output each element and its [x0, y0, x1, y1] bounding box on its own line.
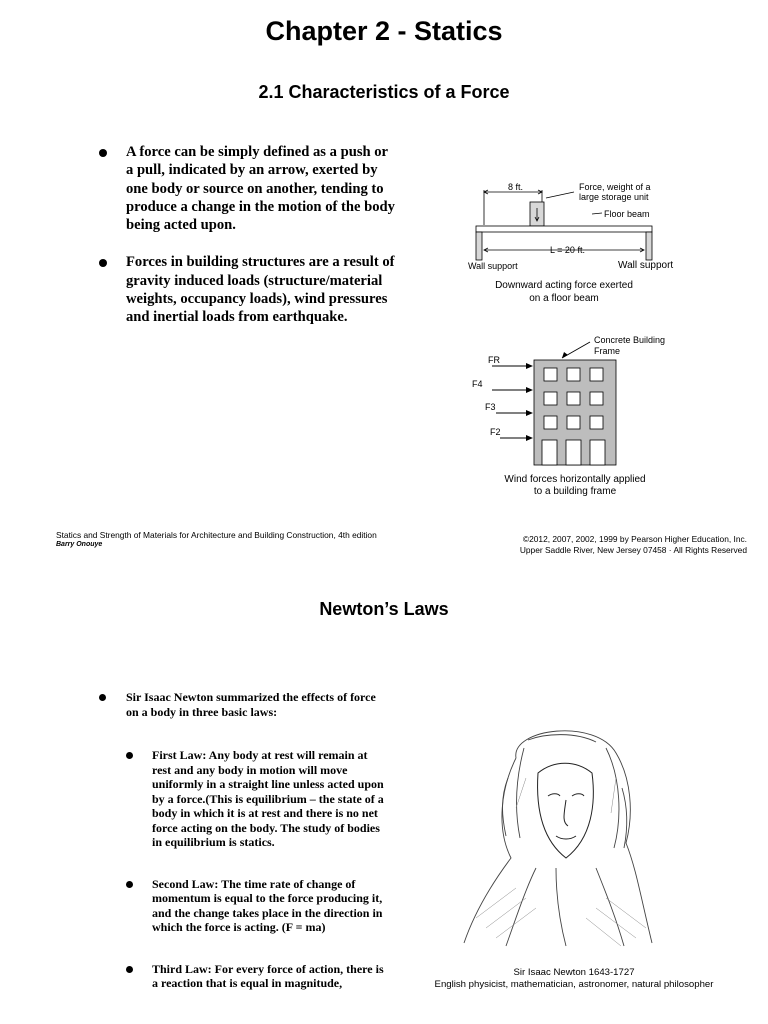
dimension-8ft: 8 ft. — [508, 182, 524, 192]
beam-caption: Downward acting force exerted — [495, 280, 633, 291]
portrait-caption — [400, 967, 748, 990]
bullet-icon — [99, 694, 106, 701]
floor-beam-figure — [462, 180, 692, 310]
wall-support-right-label: Wall support — [618, 260, 674, 271]
force-fr-label: FR — [488, 355, 500, 365]
newton-portrait — [456, 718, 662, 948]
bullet-icon — [126, 752, 133, 759]
force-label: large storage unit — [579, 192, 649, 202]
building-caption: to a building frame — [533, 486, 617, 497]
section-title: 2.1 Characteristics of a Force — [258, 82, 510, 102]
book-credit — [56, 530, 386, 550]
copyright-notice — [490, 534, 747, 556]
force-bullet-list — [126, 143, 396, 346]
building-frame-figure — [466, 330, 686, 500]
force-label: Force, weight of a — [579, 182, 651, 192]
copyright-line: Upper Saddle River, New Jersey 07458 · All Rights Reserved — [519, 545, 747, 555]
book-title: Statics and Strength of Materials for Architecture and Building Construction, 4th edition — [56, 530, 377, 540]
span-label: L = 20 ft. — [550, 245, 585, 255]
building-caption: Wind forces horizontally applied — [504, 474, 646, 485]
portrait-caption-description: English physicist, mathematician, astronomer, natural philosopher — [434, 978, 714, 990]
book-author: Barry Onouye — [56, 541, 103, 548]
portrait-caption-name: Sir Isaac Newton 1643-1727 — [513, 967, 635, 978]
bullet-icon — [99, 149, 107, 157]
chapter-title: Chapter 2 - Statics — [265, 16, 503, 46]
force-f2-label: F2 — [490, 427, 501, 437]
list-item: First Law: Any body at rest will remain at rest and any body in motion will move uniformly in a straight line unless acted upon by a force.(This is equilibrium – the state of a body in which it is at rest and there is no net force acting on the body. The study of bodies in equilibrium is statics. — [152, 748, 388, 850]
bullet-icon — [126, 881, 133, 888]
newton-laws-list — [152, 748, 388, 1018]
list-item: A force can be simply defined as a push or a pull, indicated by an arrow, exerted by one body or source on another, tending to produce a change in the motion of the body being acted upon. — [126, 143, 396, 234]
force-f4-label: F4 — [472, 379, 483, 389]
list-item: Second Law: The time rate of change of momentum is equal to the force producing it, and the change takes place in the direction in which the force is acting. (F = ma) — [152, 877, 388, 935]
force-f3-label: F3 — [485, 402, 496, 412]
frame-label: Frame — [594, 346, 621, 356]
list-item: Forces in building structures are a result of gravity induced loads (structure/material weights, occupancy loads), wind pressures and inertial loads from earthquake. — [126, 253, 396, 326]
newton-section-title: Newton’s Laws — [319, 599, 449, 619]
floor-beam-label: Floor beam — [604, 209, 650, 219]
frame-label: Concrete Building — [594, 335, 666, 345]
bullet-icon — [99, 259, 107, 267]
wall-support-left-label: Wall support — [468, 261, 518, 271]
copyright-line: ©2012, 2007, 2002, 1999 by Pearson Higher Education, Inc. — [522, 534, 747, 544]
newton-intro: Sir Isaac Newton summarized the effects of force on a body in three basic laws: — [126, 690, 381, 719]
beam-caption: on a floor beam — [529, 293, 599, 304]
list-item: Third Law: For every force of action, there is a reaction that is equal in magnitude, — [152, 962, 388, 991]
bullet-icon — [126, 966, 133, 973]
